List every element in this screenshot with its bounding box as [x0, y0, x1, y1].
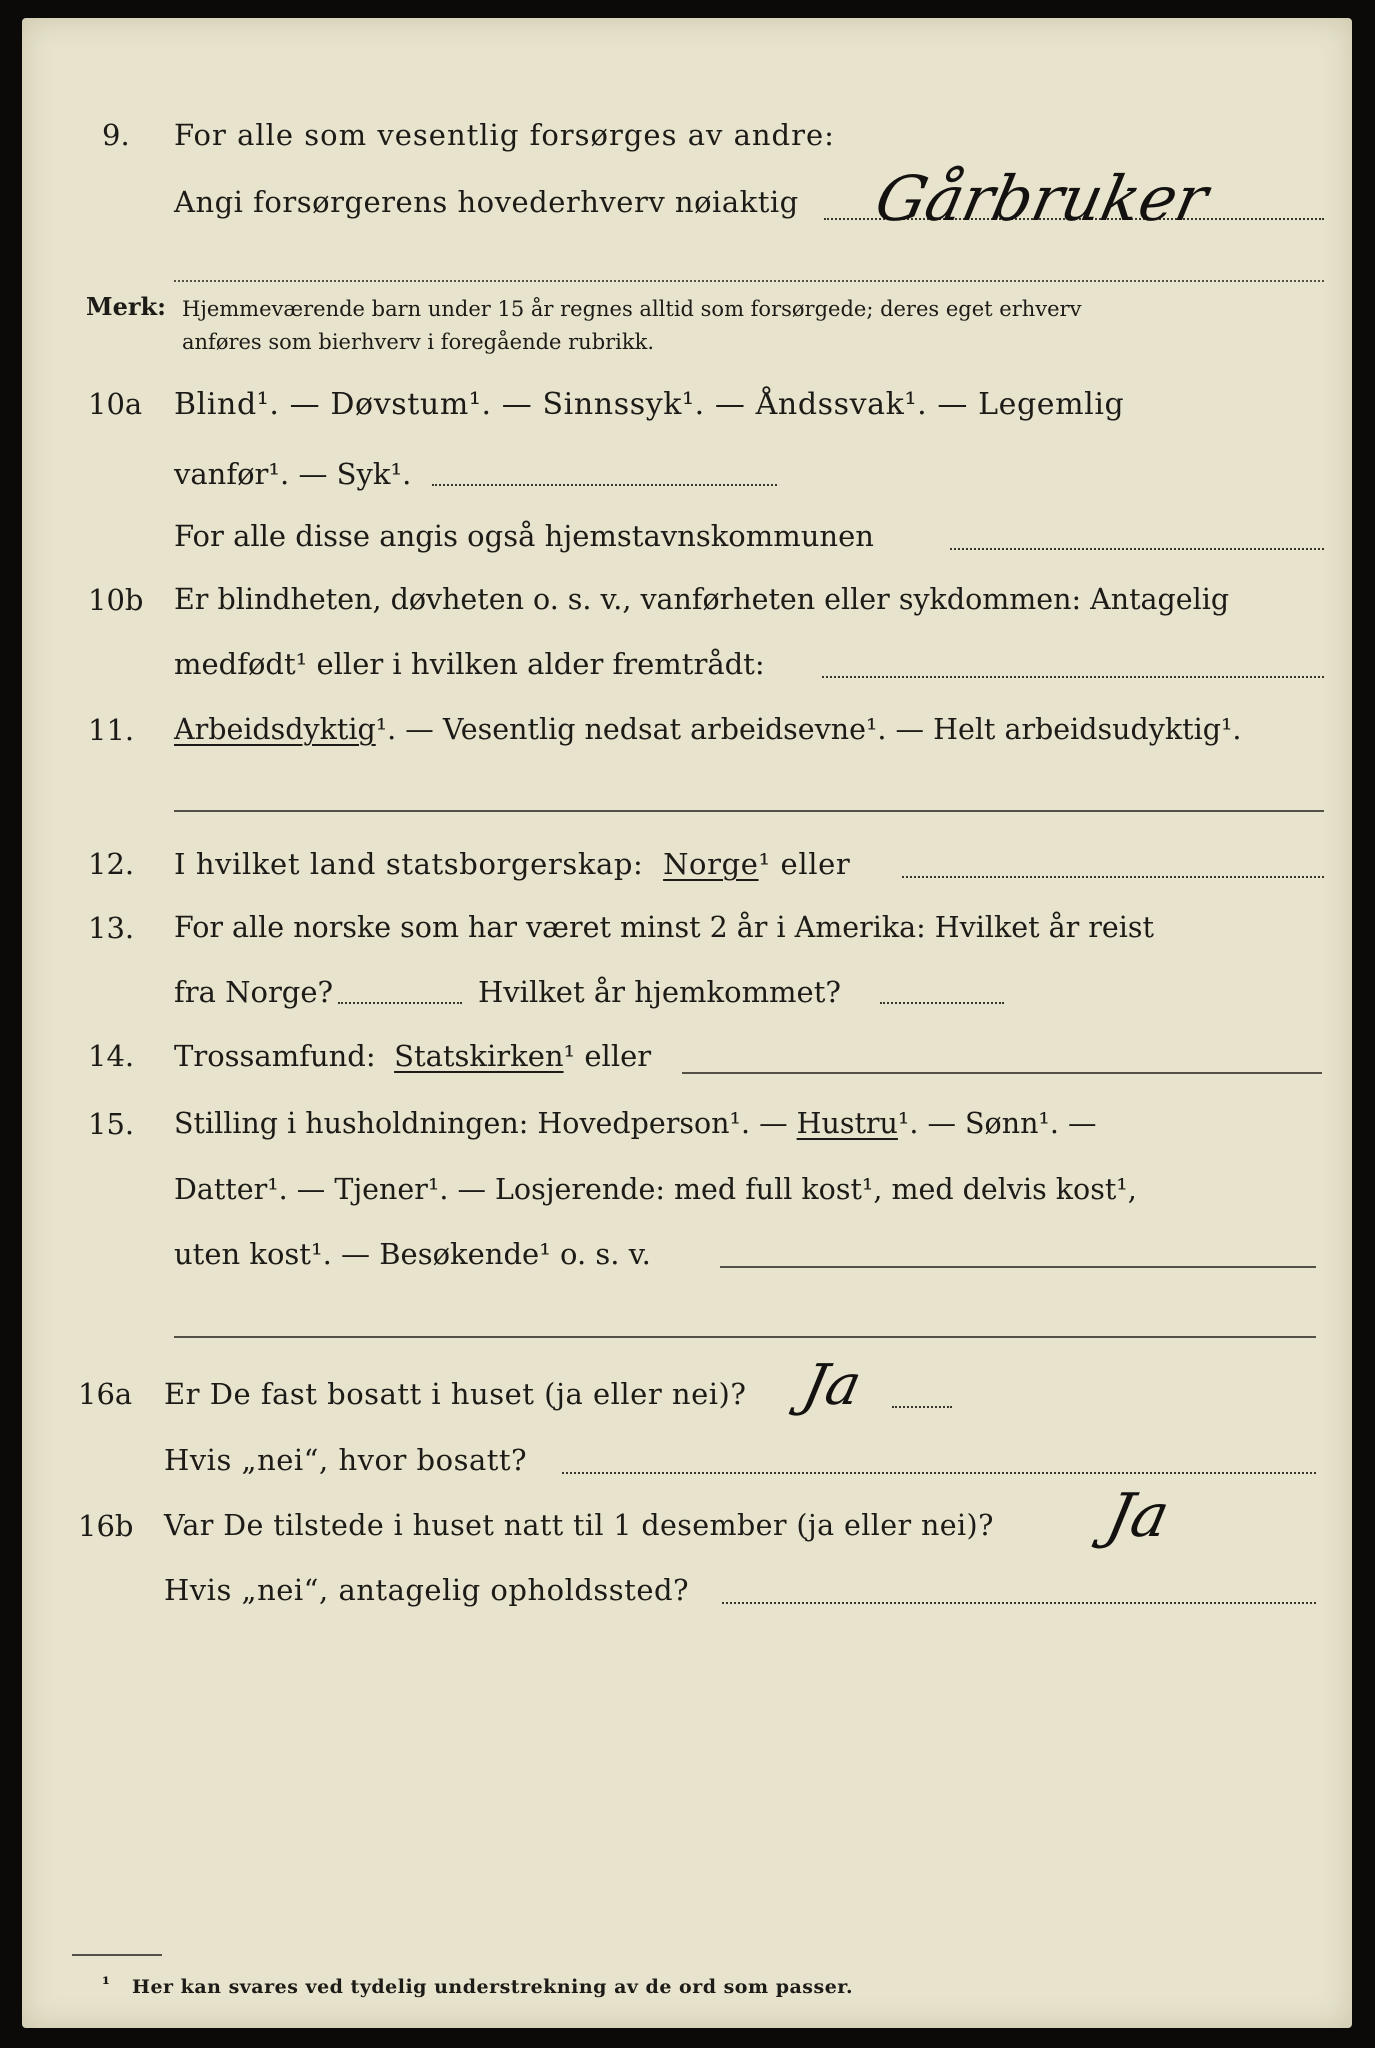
- q12-suffix: ¹ eller: [758, 847, 851, 881]
- q10b-answer-line: [822, 676, 1324, 678]
- q16a-line1: Er De fast bosatt i huset (ja eller nei)?: [164, 1377, 747, 1411]
- q12-option-norge: Norge: [663, 847, 759, 881]
- q15-line1-prefix: Stilling i husholdningen: Hovedperson¹. —: [174, 1107, 788, 1140]
- merk-line2: anføres som bierhverv i foregående rubrikk.: [182, 330, 655, 354]
- q10a-line3: For alle disse angis også hjemstavnskommunen: [174, 519, 874, 553]
- q16b-number: 16b: [78, 1509, 134, 1543]
- q16a-number: 16a: [78, 1377, 133, 1411]
- q9-line1: For alle som vesentlig forsørges av andre:: [174, 118, 835, 152]
- q13-line2a: fra Norge?: [174, 975, 334, 1009]
- q16b-opholdssted-line: [722, 1602, 1316, 1604]
- census-form-page: [22, 18, 1352, 2028]
- q13-line2b: Hvilket år hjemkommet?: [478, 975, 841, 1009]
- q14-suffix: ¹ eller: [563, 1039, 652, 1073]
- q14-number: 14.: [88, 1039, 135, 1073]
- q15-extra-line: [174, 1336, 1316, 1338]
- q13-hjemkommet-line: [880, 1002, 1004, 1004]
- q13-reist-line: [338, 1002, 462, 1004]
- q10b-line2: medfødt¹ eller i hvilken alder fremtrådt:: [174, 647, 765, 681]
- q13-line1: For alle norske som har været minst 2 år i Amerika: Hvilket år reist: [174, 911, 1154, 944]
- q12-answer-line: [902, 876, 1324, 878]
- q10a-number: 10a: [88, 387, 143, 421]
- q13-number: 13.: [88, 911, 135, 945]
- footnote-rule: [72, 1954, 162, 1956]
- merk-line1: Hjemmeværende barn under 15 år regnes alltid som forsørgede; deres eget erhverv: [182, 297, 1082, 321]
- q11-option-arbeidsdyktig: Arbeidsdyktig: [174, 713, 376, 746]
- q12-line: [174, 847, 851, 881]
- q9-extra-line: [174, 280, 1324, 282]
- q9-handwritten-answer: Gårbruker: [869, 162, 1215, 235]
- q16b-handwritten-answer: Ja: [1100, 1481, 1176, 1551]
- q10a-line2: vanfør¹. — Syk¹.: [174, 457, 412, 491]
- q15-answer-line: [720, 1266, 1316, 1268]
- q14-option-statskirken: Statskirken: [394, 1039, 564, 1073]
- q11-number: 11.: [88, 713, 135, 747]
- q9-line2: Angi forsørgerens hovederhverv nøiaktig: [174, 185, 799, 219]
- footnote-text: Her kan svares ved tydelig understrekning av de ord som passer.: [132, 1976, 854, 1998]
- q15-line2: Datter¹. — Tjener¹. — Losjerende: med full kost¹, med delvis kost¹,: [174, 1173, 1137, 1206]
- q16b-line2: Hvis „nei“, antagelig opholdssted?: [164, 1573, 690, 1607]
- q14-prefix: Trossamfund:: [174, 1039, 376, 1073]
- q16a-handwritten-answer: Ja: [797, 1353, 867, 1418]
- q10b-number: 10b: [88, 583, 144, 617]
- q16a-answer-line: [892, 1406, 952, 1408]
- q11-answer-line: [174, 810, 1324, 812]
- q15-line3: uten kost¹. — Besøkende¹ o. s. v.: [174, 1237, 651, 1271]
- merk-label: Merk:: [86, 292, 166, 321]
- q10a-line1: Blind¹. — Døvstum¹. — Sinnssyk¹. — Åndssvak¹. — Legemlig: [174, 387, 1125, 422]
- q14-answer-line: [682, 1072, 1322, 1074]
- q15-option-hustru: Hustru: [796, 1107, 898, 1140]
- q10a-hjemstavn-line: [950, 548, 1324, 550]
- q16a-line2: Hvis „nei“, hvor bosatt?: [164, 1443, 528, 1477]
- q16b-line1: Var De tilstede i huset natt til 1 desember (ja eller nei)?: [164, 1509, 994, 1542]
- q15-line1: [174, 1107, 1097, 1140]
- footnote-mark: ¹: [102, 1974, 110, 1995]
- q16a-bosatt-line: [562, 1472, 1316, 1474]
- q15-number: 15.: [88, 1107, 135, 1141]
- q10a-syk-line: [432, 484, 777, 486]
- q9-number: 9.: [102, 118, 130, 152]
- q11-rest: ¹. — Vesentlig nedsat arbeidsevne¹. — Helt arbeidsudyktig¹.: [375, 713, 1242, 746]
- q15-line1-suffix: ¹. — Sønn¹. —: [897, 1107, 1097, 1140]
- q12-number: 12.: [88, 847, 135, 881]
- q10b-line1: Er blindheten, døvheten o. s. v., vanførheten eller sykdommen: Antagelig: [174, 583, 1230, 616]
- q11-line: [174, 713, 1242, 746]
- q12-prefix: I hvilket land statsborgerskap:: [174, 847, 644, 881]
- q14-line: [174, 1039, 652, 1073]
